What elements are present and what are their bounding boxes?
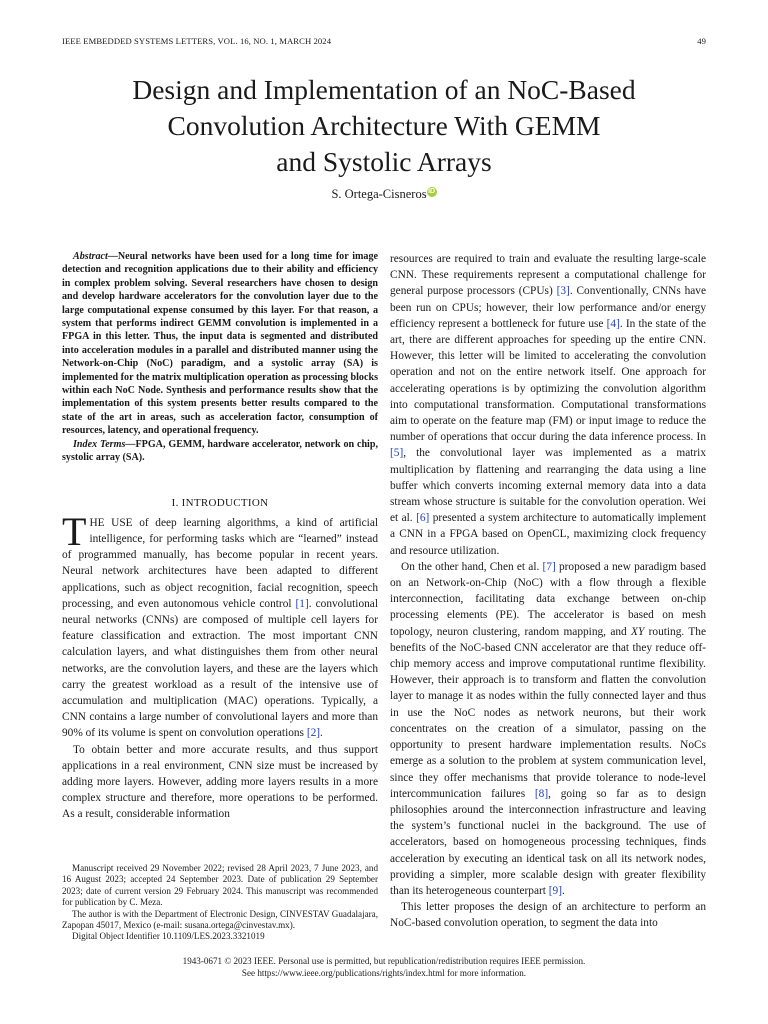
copyright-footer [0, 956, 768, 979]
running-header [62, 36, 706, 46]
citation-link[interactable]: [2] [306, 727, 321, 740]
rights-link[interactable]: See https://www.ieee.org/publications/rights/index.html for more information. [241, 967, 527, 978]
citation-link[interactable]: [6] [416, 512, 430, 525]
xy-term: XY [631, 625, 645, 638]
journal-name: IEEE EMBEDDED SYSTEMS LETTERS, VOL. 16, NO. 1, MARCH 2024 [62, 36, 332, 46]
body-paragraph: resources are required to train and evaluate the resulting large-scale CNN. These requirements represent a computational challenge for general purpose processors (CPUs) [3]. Conventionally, CNNs have been run on CPUs; however, their low performance and/or energy efficiency represent a bottleneck for future use [4]. In the state of the art, there are different approaches for speeding up the entire CNN. However, this letter will be limited to accelerating the convolution operation and not on the entire network itself. One approach for accelerating operations is by optimizing the convolution algorithm into computational transformation. Computational transformations aim to operate on the feature map (FM) or input image to reduce the number of operations that occur during the data inference process. In [5], the convolutional layer was implemented as a matrix multiplication by flattening and rearranging the data using a line buffer which converts incoming external memory data into a data stream whose structure is suitable for the convolution operation. Wei et al. [6] presented a system architecture to automatically implement a CNN in a FPGA based on OpenCL, maximizing clock frequency and resource utilization. [390, 253, 707, 557]
citation-link[interactable]: [4] [606, 317, 620, 330]
copyright-line: 1943-0671 © 2023 IEEE. Personal use is permitted, but republication/redistribution requires IEEE permission. [182, 956, 586, 966]
citation-link[interactable]: [9] [548, 884, 562, 897]
footnote: Manuscript received 29 November 2022; revised 28 April 2023, 7 June 2023, and 16 August 2023; accepted 24 September 2023. Date of publication 29 September 2023; date of current version 29 February 2024. This manuscript was recommended for publication by C. Meza. [62, 863, 378, 908]
intro-paragraph: To obtain better and more accurate results, and thus support applications in a real environment, CNN size must be increased by adding more layers. However, adding more layers results in a more complex structure and therefore, more operations to be performed. As a result, considerable information [62, 743, 378, 821]
citation-link[interactable]: [5] [390, 447, 404, 460]
author-name: S. Ortega-Cisneros [331, 187, 427, 202]
right-column [390, 251, 706, 932]
abstract-label: Abstract— [73, 251, 118, 262]
citation-link[interactable]: [7] [542, 560, 556, 573]
citation-link[interactable]: [1] [295, 597, 309, 610]
title-line: Design and Implementation of an NoC-Based [132, 74, 636, 105]
index-terms [62, 438, 378, 465]
left-column [62, 250, 378, 823]
body-paragraph: On the other hand, Chen et al. [7] proposed a new paradigm based on an Network-on-Chip (NoC) with a flow through a flexible interconnection, facilitating data exchange between on-chip processing elements (PE). The accelerator is based on mesh topology, neuron clustering, random mapping, and XY routing. The benefits of the NoC-based CNN accelerator are that they reduce off-chip memory access and improve computational runtime flexibility. However, their approach is to transform and flatten the convolution layer to manage it as nodes within the fully connected layer and thus in use the NoC nodes as network neurons, but their work concentrates on the creation of a simulator, passing on the opportunity to present hardware implementation results. NoCs emerge as a solution to the problem at system communication level, since they offer mechanisms that provide tolerance to node-level intercommunication failures [8], going so far as to design philosophies around the interconnection infrastructure and leaving the system’s functional nuclei in the background. The use of accelerators, based on homogeneous processing techniques, finds acceleration by executing an identical task on all its network nodes, providing a simpler, more scalable design with greater flexibility than its heterogeneous counterpart [9]. [390, 560, 706, 897]
index-terms-label: Index Terms— [73, 438, 136, 450]
drop-cap: T [62, 508, 87, 554]
orcid-icon[interactable]: iD [428, 188, 436, 195]
section-heading: I. INTRODUCTION [171, 496, 269, 509]
footnote: Digital Object Identifier 10.1109/LES.2023.3321019 [72, 931, 265, 942]
author-line [0, 187, 768, 202]
abstract [62, 250, 378, 438]
footnote: The author is with the Department of Electronic Design, CINVESTAV Guadalajara, Zapopan 45017, Mexico (e-mail: susana.ortega@cinvestav.mx). [62, 908, 378, 931]
title-line: and Systolic Arrays [276, 146, 492, 177]
paper-title [40, 72, 728, 180]
citation-link[interactable]: [8] [534, 787, 549, 800]
footnotes [62, 863, 378, 943]
body-paragraph: This letter proposes the design of an architecture to perform an NoC-based convolution operation, to segment the data into [390, 901, 706, 930]
page-number: 49 [697, 36, 706, 46]
abstract-text: Neural networks have been used for a long time for image detection and recognition applications due to their ability and efficiency in complex problem solving. Several researchers have chosen to design and develop hardware accelerators for the convolution layer due to the large computational expense consumed by this layer. For that reason, a system that performs indirect GEMM convolution is implemented in a FPGA in this letter. Thus, the input data is segmented and distributed into acceleration modules in a parallel and distributed manner using the Network-on-Chip (NoC) paradigm, and a systolic array (SA) is implemented for the matrix multiplication operation as processing blocks within each NoC Node. Synthesis and performance results show that the implementation of this system presents better results compared to the state of the art in areas, such as acceleration factor, consumption of resources, latency, and operational frequency. [62, 251, 378, 437]
title-line: Convolution Architecture With GEMM [167, 110, 601, 141]
citation-link[interactable]: [3] [556, 285, 570, 298]
intro-paragraph: THE USE of deep learning algorithms, a kind of artificial intelligence, for performing tasks which are “learned” instead of programmed manually, has become popular in recent years. Neural network architectures have been adapted to different applications, such as object recognition, facial recognition, speech processing, and even autonomous vehicle control [1]. convolutional neural networks (CNNs) are composed of multiple cell layers for feature classification and extraction. The most important CNN calculation layers, and what distinguishes them from other neural networks, are the convolution layers, and these are the layers which carry the greatest workload as a result of the intensive use of accumulation and multiplication (MAC) operations. Typically, a CNN contains a large number of convolutional layers and more than 90% of its volume is spent on convolution operations [2]. [62, 508, 378, 740]
index-terms-text: FPGA, GEMM, hardware accelerator, network on chip, systolic array (SA). [62, 438, 378, 464]
